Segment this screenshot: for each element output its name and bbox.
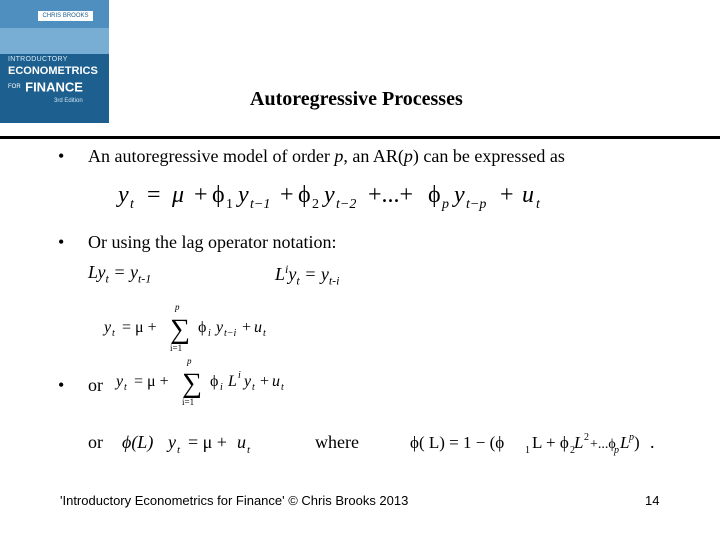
- where-text: where: [315, 432, 359, 452]
- eq2-t: t: [112, 328, 115, 339]
- lag2-s: t-i: [328, 273, 340, 288]
- ar-lag-polynomial-equation: [120, 424, 260, 458]
- eq5-two: 2: [570, 445, 575, 456]
- cover-title-line2: ECONOMETRICS: [8, 65, 98, 77]
- eq1-t2: t−2: [336, 197, 357, 212]
- b1-pre: An autoregressive model of order: [88, 146, 335, 166]
- eq2-sum: ∑: [170, 314, 190, 345]
- lag-polynomial-definition: [408, 424, 640, 458]
- eq2-plus: +: [242, 319, 252, 336]
- eq5-sp: p: [629, 432, 634, 443]
- eq1-t1: t−1: [250, 197, 271, 212]
- eq3-lower: i=1: [182, 397, 195, 407]
- eq4-t: t: [177, 444, 181, 456]
- eq1-y2: y: [324, 182, 335, 208]
- eq1-phi1: ϕ: [212, 182, 225, 208]
- bullet-3-text: or: [88, 375, 103, 395]
- eq4-ut: t: [247, 444, 251, 456]
- eq1-phip: ϕ: [428, 182, 441, 208]
- b1-p: p: [334, 146, 344, 166]
- or-text-2: or: [88, 432, 103, 452]
- ar-equation: [112, 176, 562, 216]
- b1-post: ) can be expressed as: [412, 146, 565, 166]
- lag2-b: y: [288, 264, 297, 284]
- cover-finance: FINANCE: [25, 79, 83, 95]
- eq3-Lsup: i: [238, 370, 241, 381]
- lag1-t: t: [105, 271, 109, 286]
- book-cover-logo: [0, 0, 109, 123]
- eq2-y2: y: [216, 319, 224, 336]
- eq5-p: p: [614, 445, 619, 456]
- eq1-mu: μ: [172, 182, 185, 208]
- eq5-Lp: L: [620, 433, 630, 452]
- lag2-t: t: [296, 273, 300, 288]
- title-divider: [0, 136, 720, 139]
- eq1-plus1: +: [194, 182, 208, 208]
- eq1-ut: t: [536, 197, 540, 212]
- lag2-c: = y: [299, 264, 329, 284]
- lag2-a: L: [275, 264, 286, 284]
- eq3-phi: ϕ: [210, 373, 219, 390]
- eq3-u: u: [272, 373, 280, 390]
- eq3-i: i: [220, 382, 223, 393]
- bullet-2-text: Or using the lag operator notation:: [88, 232, 337, 252]
- cover-title-line3: [8, 78, 83, 96]
- eq2-u: u: [254, 319, 262, 336]
- bullet-2-marker: •: [58, 232, 65, 252]
- eq1-plus3: +: [500, 182, 514, 208]
- lag1-a: Ly: [88, 262, 106, 282]
- eq1-y: y: [118, 182, 129, 208]
- ar-lag-sum-equation: [112, 356, 292, 408]
- eq3-L: L: [228, 373, 237, 390]
- eq1-tp: t−p: [466, 197, 487, 212]
- eq5-sq: 2: [584, 432, 589, 443]
- eq2-phi: ϕ: [198, 319, 207, 336]
- eq1-y1: y: [238, 182, 249, 208]
- eq2-eq: = μ +: [122, 319, 157, 336]
- trailing-period: .: [650, 432, 655, 452]
- eq2-upper: p: [175, 302, 180, 312]
- eq2-ti: t−i: [224, 328, 237, 339]
- eq1-phi2: ϕ: [298, 182, 311, 208]
- cover-title-line1: INTRODUCTORY: [8, 56, 68, 63]
- lag1-b: = y: [108, 262, 138, 282]
- eq3-upper: p: [187, 356, 192, 366]
- eq5-close: ): [634, 433, 640, 452]
- eq1-equals: =: [147, 182, 161, 208]
- eq4-y: y: [168, 432, 176, 452]
- lag1-s: t-1: [137, 271, 152, 286]
- eq2-ut: t: [263, 328, 266, 339]
- eq1-sub1: 1: [226, 197, 233, 212]
- eq5-lhs: ϕ( L) = 1 − (ϕ: [410, 433, 505, 452]
- eq5-L: L + ϕ: [532, 433, 569, 452]
- eq4-eq: = μ +: [188, 432, 227, 452]
- slide-title: Autoregressive Processes: [250, 88, 463, 110]
- lag-notation-1: [88, 262, 151, 287]
- eq3-t2: t: [252, 382, 255, 393]
- eq1-sub2: 2: [312, 197, 319, 212]
- eq4-lhs: ϕ(L): [122, 432, 154, 452]
- eq4-u: u: [237, 432, 246, 452]
- eq1-yp: y: [454, 182, 465, 208]
- eq2-y: y: [104, 319, 112, 336]
- ar-sum-equation: [100, 302, 280, 354]
- eq3-sum: ∑: [182, 368, 202, 399]
- lag-notation-2: [275, 262, 340, 289]
- footer-citation: 'Introductory Econometrics for Finance' © Chris Brooks 2013: [60, 493, 409, 508]
- eq5-one: 1: [525, 445, 530, 456]
- eq1-subp: p: [442, 197, 449, 212]
- eq3-y2: y: [244, 373, 252, 390]
- eq1-u: u: [522, 182, 534, 208]
- eq5-dots: +...ϕ: [590, 437, 616, 452]
- cover-for: FOR: [8, 83, 21, 90]
- eq3-ut: t: [281, 382, 284, 393]
- eq1-t: t: [130, 197, 134, 212]
- b1-mid: , an AR(: [343, 146, 404, 166]
- cover-edition: 3rd Edition: [54, 98, 83, 104]
- eq3-y: y: [116, 373, 124, 390]
- eq1-plus2: +: [280, 182, 294, 208]
- eq1-dots: +...+: [368, 182, 414, 208]
- cover-author: CHRIS BROOKS: [38, 11, 93, 21]
- cover-light-band: [0, 28, 109, 54]
- eq5-L2: L: [574, 433, 584, 452]
- bullet-1-text: [88, 146, 565, 167]
- eq3-eq: = μ +: [134, 373, 169, 390]
- bullet-3-marker: •: [58, 375, 65, 395]
- eq2-lower: i=1: [170, 343, 183, 353]
- bullet-1-marker: •: [58, 146, 65, 166]
- eq3-plus: +: [260, 373, 270, 390]
- page-number: 14: [645, 493, 660, 508]
- eq3-t: t: [124, 382, 127, 393]
- eq2-i: i: [208, 328, 211, 339]
- lag2-i: i: [285, 262, 289, 276]
- b1-p2: p: [403, 146, 413, 166]
